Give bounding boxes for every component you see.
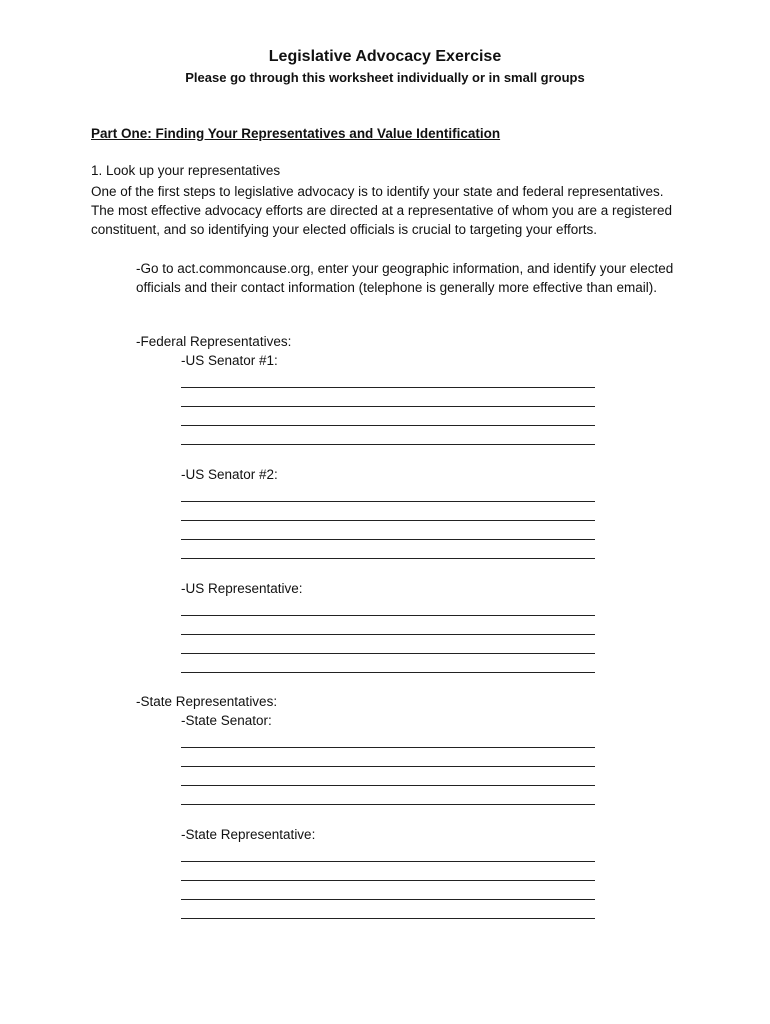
us-representative-line-1[interactable] — [181, 615, 595, 616]
us-representative-line-2[interactable] — [181, 634, 595, 635]
state-representative-line-1[interactable] — [181, 861, 595, 862]
worksheet-subtitle: Please go through this worksheet individually or in small groups — [185, 70, 585, 85]
worksheet-title: Legislative Advocacy Exercise — [268, 48, 502, 65]
us-senator-2-line-2[interactable] — [181, 520, 595, 521]
state-representatives-label: -State Representatives: — [136, 694, 278, 709]
intro-paragraph: One of the first steps to legislative advocacy is to identify your state and federal representatives. The most effective advocacy efforts are directed at a representative of whom you are a registered constituent, and so identifying your elected officials is crucial to targeting your efforts. — [91, 184, 673, 237]
state-representative-line-4[interactable] — [181, 918, 595, 919]
us-senator-1-line-4[interactable] — [181, 444, 595, 445]
step-one-title: 1. Look up your representatives — [91, 163, 281, 178]
us-representative-line-4[interactable] — [181, 672, 595, 673]
state-senator-line-3[interactable] — [181, 785, 595, 786]
us-senator-2-line-1[interactable] — [181, 501, 595, 502]
state-senator-line-1[interactable] — [181, 747, 595, 748]
federal-representatives-label: -Federal Representatives: — [136, 334, 292, 349]
state-senator-line-2[interactable] — [181, 766, 595, 767]
us-representative-label: -US Representative: — [181, 581, 303, 596]
us-senator-2-line-4[interactable] — [181, 558, 595, 559]
state-representative-line-2[interactable] — [181, 880, 595, 881]
part-one-heading: Part One: Finding Your Representatives and Value Identification — [91, 126, 501, 141]
state-representative-label: -State Representative: — [181, 827, 316, 842]
state-senator-label: -State Senator: — [181, 713, 272, 728]
us-senator-1-line-3[interactable] — [181, 425, 595, 426]
state-senator-line-4[interactable] — [181, 804, 595, 805]
us-senator-1-line-2[interactable] — [181, 406, 595, 407]
us-senator-1-line-1[interactable] — [181, 387, 595, 388]
state-representative-line-3[interactable] — [181, 899, 595, 900]
us-representative-line-3[interactable] — [181, 653, 595, 654]
instruction-paragraph: -Go to act.commoncause.org, enter your geographic information, and identify your elected officials and their contact information (telephone is generally more effective than email). — [136, 261, 674, 295]
us-senator-2-label: -US Senator #2: — [181, 467, 278, 482]
us-senator-1-label: -US Senator #1: — [181, 353, 278, 368]
us-senator-2-line-3[interactable] — [181, 539, 595, 540]
